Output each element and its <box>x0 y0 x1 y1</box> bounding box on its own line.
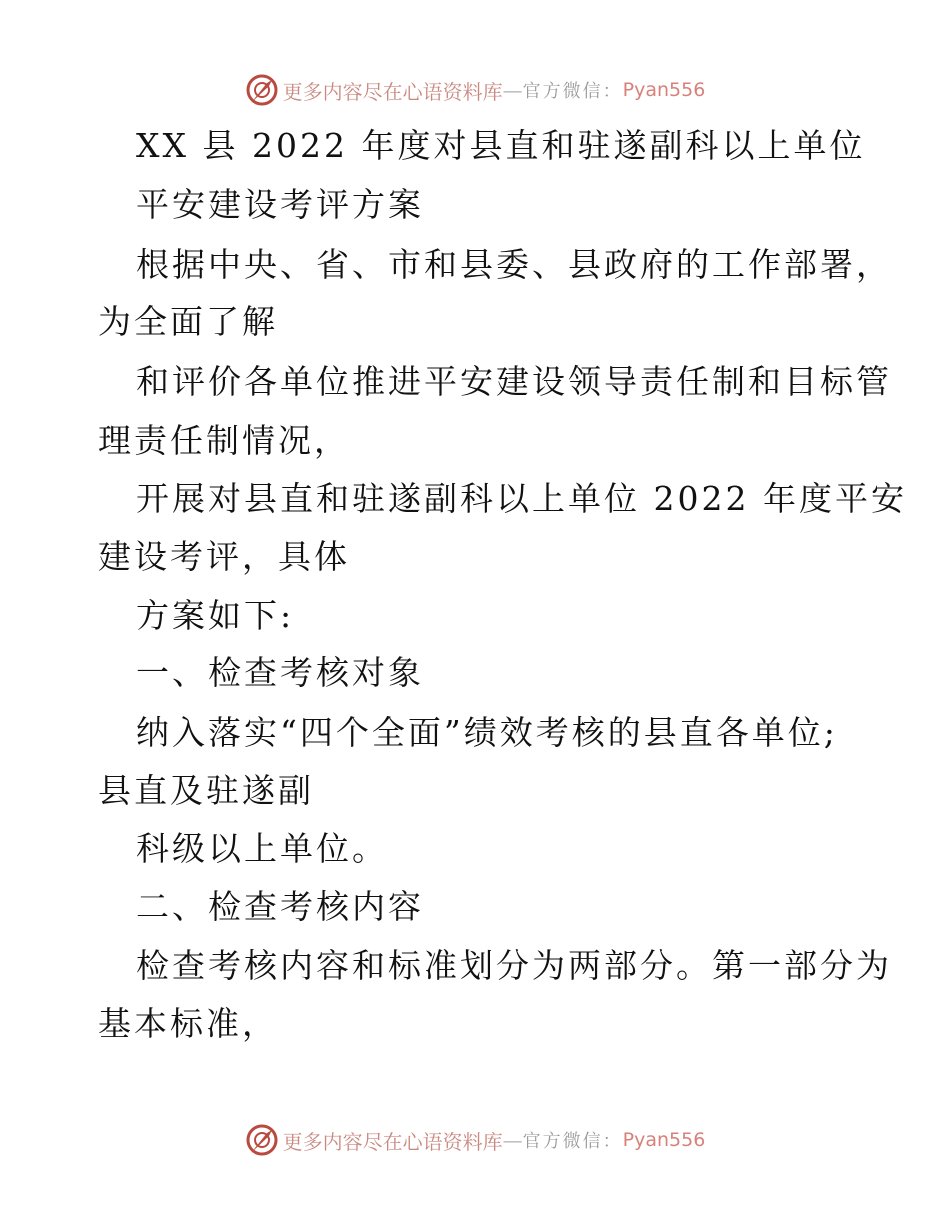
watermark-separator: — <box>502 78 523 102</box>
watermark-site-text: 更多内容尽在心语资料库 <box>282 79 503 104</box>
paragraph-line: 为全面了解 <box>98 302 278 341</box>
paragraph-line: 检查考核内容和标准划分为两部分。第一部分为 <box>136 946 892 985</box>
watermark-official-label: 官方微信： <box>522 81 623 102</box>
watermark-wechat-id: Pyan556 <box>622 1129 706 1151</box>
brush-logo-icon <box>245 73 279 107</box>
paragraph-line: 和评价各单位推进平安建设领导责任制和目标管 <box>136 362 892 401</box>
paragraph-line: 理责任制情况， <box>98 421 350 460</box>
watermark-wechat-id: Pyan556 <box>622 79 706 101</box>
section-heading-1: 一、检查考核对象 <box>136 653 424 692</box>
paragraph-line: 建设考评，具体 <box>98 537 350 576</box>
paragraph-line: 方案如下: <box>136 596 295 635</box>
section-heading-2: 二、检查考核内容 <box>136 887 424 926</box>
paragraph-line: 根据中央、省、市和县委、县政府的工作部署， <box>136 245 892 284</box>
paragraph-line: 基本标准， <box>98 1004 278 1043</box>
header-watermark <box>0 70 950 110</box>
brush-logo-icon <box>245 1123 279 1157</box>
paragraph-line: 开展对县直和驻遂副科以上单位 2022 年度平安 <box>136 479 907 518</box>
footer-watermark <box>0 1120 950 1160</box>
paragraph-line: 科级以上单位。 <box>136 829 388 868</box>
paragraph-line: 县直及驻遂副 <box>98 771 314 810</box>
paragraph-line: 纳入落实“四个全面”绩效考核的县直各单位; <box>136 713 838 752</box>
document-title-line-2: 平安建设考评方案 <box>136 185 424 224</box>
watermark-site-text: 更多内容尽在心语资料库 <box>282 1129 503 1154</box>
watermark-official-label: 官方微信： <box>522 1131 623 1152</box>
document-title-line-1: XX 县 2022 年度对县直和驻遂副科以上单位 <box>136 126 866 165</box>
watermark-separator: — <box>502 1128 523 1152</box>
